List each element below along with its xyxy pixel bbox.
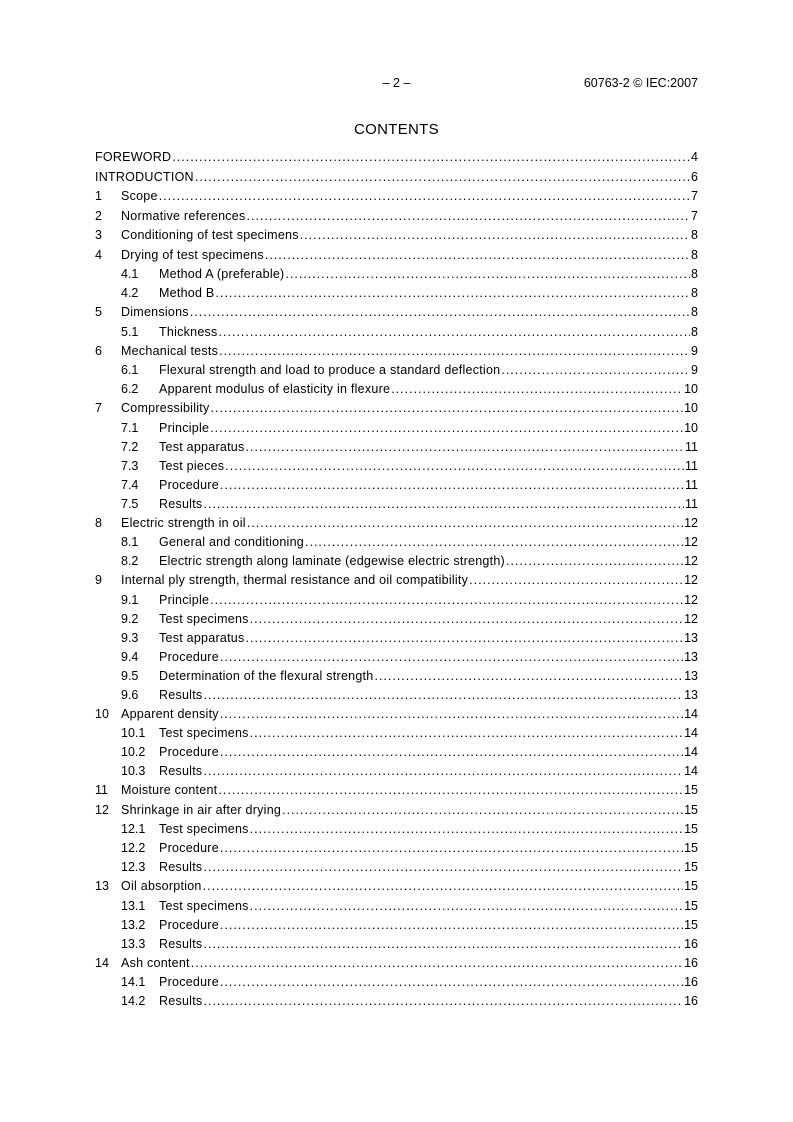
toc-entry[interactable] <box>95 745 698 764</box>
toc-entry-title: Test apparatus <box>159 630 245 645</box>
toc-entry-title: Results <box>159 936 203 951</box>
toc-entry[interactable] <box>95 363 698 382</box>
toc-entry-title: Moisture content <box>121 783 218 797</box>
toc-entry-number: 6 <box>95 343 102 358</box>
toc-entry-page: 7 <box>691 208 698 223</box>
toc-entry-page: 8 <box>691 286 698 300</box>
toc-entry[interactable] <box>95 170 698 190</box>
toc-entry[interactable] <box>95 612 698 631</box>
toc-entry-page: 13 <box>684 668 698 683</box>
toc-entry-title: Procedure <box>159 649 219 664</box>
toc-entry-title: Results <box>159 687 203 702</box>
toc-entry-number: 8.2 <box>121 554 139 568</box>
toc-dot-leader <box>159 189 690 203</box>
toc-entry-title: Ash content <box>121 955 190 970</box>
toc-entry-number: 9.1 <box>121 592 139 607</box>
toc-entry-title: Test specimens <box>159 726 249 740</box>
toc-entry[interactable] <box>95 631 698 650</box>
toc-dot-leader <box>203 879 683 893</box>
toc-dot-leader <box>469 573 683 587</box>
toc-dot-leader <box>191 956 683 970</box>
toc-dot-leader <box>195 170 690 184</box>
toc-entry[interactable] <box>95 459 698 478</box>
toc-entry-title: Oil absorption <box>121 879 202 893</box>
toc-entry-number: 9.3 <box>121 630 139 645</box>
toc-entry[interactable] <box>95 421 698 440</box>
toc-entry-title: Mechanical tests <box>121 343 219 358</box>
page-title: CONTENTS <box>354 121 439 138</box>
toc-entry-number: 12.1 <box>121 822 146 836</box>
toc-dot-leader <box>211 401 684 415</box>
toc-entry-title: Procedure <box>159 917 219 932</box>
toc-dot-leader <box>220 841 683 855</box>
toc-dot-leader <box>203 860 683 874</box>
toc-entry-title: Method B <box>159 286 215 300</box>
toc-entry-page: 12 <box>684 515 698 530</box>
toc-entry[interactable] <box>95 305 698 325</box>
toc-entry-page: 10 <box>684 401 698 415</box>
toc-dot-leader <box>391 382 683 396</box>
toc-entry-title: Test apparatus <box>159 439 245 454</box>
toc-entry-page: 8 <box>691 305 698 319</box>
toc-entry-page: 15 <box>684 860 698 874</box>
toc-entry-page: 14 <box>684 764 698 778</box>
toc-entry-title: Dimensions <box>121 305 189 319</box>
toc-entry-title: Internal ply strength, thermal resistance and oil compatibility <box>121 573 469 587</box>
toc-dot-leader <box>219 325 691 339</box>
toc-entry[interactable] <box>95 899 698 918</box>
toc-entry-number: 4.1 <box>121 267 139 281</box>
toc-entry-number: 12.2 <box>121 841 146 855</box>
toc-entry-number: 13 <box>95 879 109 893</box>
toc-entry-number: 4 <box>95 247 102 262</box>
toc-entry-page: 12 <box>684 611 698 626</box>
toc-entry-page: 14 <box>684 726 698 740</box>
toc-entry[interactable] <box>95 860 698 879</box>
toc-entry[interactable] <box>95 401 698 421</box>
toc-entry-number: 4.2 <box>121 286 139 300</box>
toc-entry-title: Procedure <box>159 745 219 759</box>
toc-entry-title: Results <box>159 496 203 511</box>
toc-dot-leader <box>250 726 683 740</box>
toc-entry-title: INTRODUCTION <box>95 169 194 184</box>
toc-dot-leader <box>210 421 683 435</box>
toc-entry[interactable] <box>95 937 698 956</box>
toc-entry-page: 12 <box>684 592 698 607</box>
toc-entry-number: 13.3 <box>121 936 146 951</box>
toc-entry[interactable] <box>95 841 698 860</box>
toc-entry-title: Results <box>159 764 203 778</box>
toc-entry-page: 12 <box>684 554 698 568</box>
toc-dot-leader <box>246 440 685 454</box>
toc-entry-number: 8.1 <box>121 535 139 549</box>
toc-dot-leader <box>247 209 691 223</box>
toc-dot-leader <box>250 612 683 626</box>
toc-entry-title: Test specimens <box>159 822 249 836</box>
toc-entry-title: Procedure <box>159 975 219 989</box>
toc-entry-number: 9.5 <box>121 668 139 683</box>
toc-entry[interactable] <box>95 228 698 248</box>
toc-entry-number: 11 <box>95 783 108 797</box>
toc-entry[interactable] <box>95 573 698 593</box>
toc-entry[interactable] <box>95 764 698 783</box>
toc-dot-leader <box>305 535 683 549</box>
toc-entry-title: Test pieces <box>159 458 225 473</box>
toc-entry[interactable] <box>95 248 698 268</box>
toc-entry-number: 2 <box>95 208 102 223</box>
toc-entry-number: 10.1 <box>121 726 146 740</box>
toc-entry-title: Test specimens <box>159 611 249 626</box>
page-number: – 2 – <box>382 76 411 90</box>
toc-dot-leader <box>216 286 691 300</box>
toc-entry-number: 6.2 <box>121 382 139 396</box>
toc-dot-leader <box>220 918 683 932</box>
toc-entry-number: 1 <box>95 189 102 203</box>
toc-entry-page: 15 <box>684 841 698 855</box>
toc-entry-title: Electric strength in oil <box>121 515 246 530</box>
toc-entry-page: 15 <box>684 802 698 817</box>
toc-entry-number: 9.6 <box>121 687 139 702</box>
toc-entry-title: Method A (preferable) <box>159 267 285 281</box>
toc-entry[interactable] <box>95 478 698 497</box>
toc-entry-page: 15 <box>684 822 698 836</box>
toc-entry-page: 11 <box>685 496 698 511</box>
toc-dot-leader <box>203 937 683 951</box>
toc-entry-title: Scope <box>121 189 158 203</box>
toc-dot-leader <box>265 248 690 262</box>
toc-dot-leader <box>220 975 683 989</box>
toc-entry-title: Thickness <box>159 324 218 339</box>
toc-dot-leader <box>282 803 683 817</box>
toc-entry-number: 9.4 <box>121 649 139 664</box>
toc-entry-title: Conditioning of test specimens <box>121 228 299 242</box>
toc-entry-page: 15 <box>684 879 698 893</box>
toc-entry-title: Shrinkage in air after drying <box>121 802 282 817</box>
toc-dot-leader <box>250 822 683 836</box>
toc-entry-number: 13.2 <box>121 917 146 932</box>
toc-entry-number: 14 <box>95 955 109 970</box>
toc-entry-number: 3 <box>95 228 102 242</box>
toc-entry-number: 7.2 <box>121 439 139 454</box>
toc-entry-title: Flexural strength and load to produce a standard deflection <box>159 363 501 377</box>
toc-dot-leader <box>250 899 683 913</box>
toc-entry[interactable] <box>95 593 698 612</box>
toc-entry-page: 10 <box>684 420 698 435</box>
toc-entry-title: Principle <box>159 420 210 435</box>
toc-entry-number: 6.1 <box>121 363 139 377</box>
toc-entry[interactable] <box>95 707 698 727</box>
toc-entry-page: 16 <box>684 975 698 989</box>
toc-entry-title: Test specimens <box>159 898 249 913</box>
toc-entry-number: 7.5 <box>121 496 139 511</box>
toc-entry-page: 13 <box>684 649 698 664</box>
toc-entry-page: 7 <box>691 189 698 203</box>
toc-dot-leader <box>501 363 690 377</box>
toc-dot-leader <box>285 267 690 281</box>
toc-dot-leader <box>220 707 683 721</box>
toc-entry-number: 14.1 <box>121 975 146 989</box>
toc-entry-page: 12 <box>684 573 698 587</box>
toc-dot-leader <box>203 688 683 702</box>
toc-entry-number: 10.3 <box>121 764 146 778</box>
toc-entry-title: Apparent density <box>121 706 219 721</box>
toc-entry-page: 13 <box>684 630 698 645</box>
toc-entry[interactable] <box>95 497 698 516</box>
toc-dot-leader <box>218 783 683 797</box>
toc-entry-page: 11 <box>685 439 698 454</box>
toc-dot-leader <box>220 745 683 759</box>
toc-entry-number: 9 <box>95 573 102 587</box>
toc-entry[interactable] <box>95 554 698 573</box>
toc-entry-page: 15 <box>684 917 698 932</box>
page-header <box>95 76 698 94</box>
toc-entry-number: 5 <box>95 305 102 319</box>
toc-entry-title: Normative references <box>121 208 246 223</box>
toc-entry-page: 8 <box>691 247 698 262</box>
toc-entry-page: 16 <box>684 994 698 1008</box>
toc-entry-page: 14 <box>684 706 698 721</box>
toc-entry[interactable] <box>95 516 698 536</box>
toc-entry-title: Compressibility <box>121 401 210 415</box>
toc-entry-title: Results <box>159 994 203 1008</box>
toc-entry-page: 8 <box>691 267 698 281</box>
toc-dot-leader <box>247 516 683 530</box>
toc-entry-page: 9 <box>691 363 698 377</box>
toc-dot-leader <box>246 631 684 645</box>
toc-entry-number: 10 <box>95 706 109 721</box>
toc-entry-title: Apparent modulus of elasticity in flexure <box>159 382 391 396</box>
toc-entry[interactable] <box>95 975 698 994</box>
toc-dot-leader <box>203 994 683 1008</box>
toc-entry[interactable] <box>95 726 698 745</box>
toc-entry[interactable] <box>95 344 698 364</box>
toc-entry[interactable] <box>95 783 698 803</box>
toc-entry[interactable] <box>95 286 698 305</box>
toc-entry-page: 9 <box>691 343 698 358</box>
toc-dot-leader <box>220 478 684 492</box>
toc-entry[interactable] <box>95 822 698 841</box>
toc-entry-page: 8 <box>691 228 698 242</box>
toc-dot-leader <box>506 554 683 568</box>
toc-entry[interactable] <box>95 688 698 707</box>
toc-entry-number: 7.1 <box>121 420 139 435</box>
toc-entry-page: 16 <box>684 955 698 970</box>
toc-entry-number: 8 <box>95 515 102 530</box>
toc-entry-page: 10 <box>684 382 698 396</box>
toc-entry[interactable] <box>95 325 698 344</box>
toc-entry-title: Principle <box>159 592 210 607</box>
toc-entry-number: 7 <box>95 401 102 415</box>
toc-dot-leader <box>225 459 684 473</box>
toc-entry-page: 14 <box>684 745 698 759</box>
toc-entry-page: 11 <box>685 477 698 492</box>
toc-entry-number: 12 <box>95 802 109 817</box>
toc-entry-page: 16 <box>684 936 698 951</box>
toc-entry[interactable] <box>95 669 698 688</box>
toc-entry-title: FOREWORD <box>95 150 172 164</box>
toc-entry-number: 10.2 <box>121 745 146 759</box>
toc-dot-leader <box>210 593 683 607</box>
toc-dot-leader <box>374 669 683 683</box>
toc-entry-number: 7.3 <box>121 458 139 473</box>
toc-entry-page: 15 <box>684 783 698 797</box>
toc-entry-number: 13.1 <box>121 898 146 913</box>
toc-dot-leader <box>172 150 690 164</box>
toc-entry[interactable] <box>95 994 698 1013</box>
toc-entry[interactable] <box>95 209 698 229</box>
table-of-contents <box>95 150 698 1013</box>
toc-entry-number: 7.4 <box>121 477 139 492</box>
toc-entry[interactable] <box>95 382 698 401</box>
toc-entry-page: 13 <box>684 687 698 702</box>
toc-entry[interactable] <box>95 879 698 899</box>
toc-entry-title: Electric strength along laminate (edgewise electric strength) <box>159 554 505 568</box>
toc-entry[interactable] <box>95 150 698 170</box>
toc-entry-title: Procedure <box>159 841 219 855</box>
toc-entry[interactable] <box>95 440 698 459</box>
toc-entry-number: 12.3 <box>121 860 146 874</box>
toc-entry[interactable] <box>95 650 698 669</box>
toc-entry-title: General and conditioning <box>159 535 304 549</box>
toc-dot-leader <box>203 764 683 778</box>
toc-entry-page: 8 <box>691 324 698 339</box>
toc-entry-page: 11 <box>685 458 698 473</box>
toc-entry-title: Results <box>159 860 203 874</box>
toc-entry[interactable] <box>95 956 698 976</box>
toc-entry-page: 4 <box>691 150 698 164</box>
toc-entry-number: 14.2 <box>121 994 146 1008</box>
toc-entry-page: 15 <box>684 898 698 913</box>
toc-entry-title: Determination of the flexural strength <box>159 668 374 683</box>
toc-dot-leader <box>220 650 683 664</box>
toc-entry-page: 12 <box>684 535 698 549</box>
toc-dot-leader <box>219 344 690 358</box>
toc-entry[interactable] <box>95 803 698 823</box>
toc-entry-number: 5.1 <box>121 324 139 339</box>
toc-entry[interactable] <box>95 918 698 937</box>
toc-entry[interactable] <box>95 267 698 286</box>
toc-dot-leader <box>190 305 690 319</box>
toc-entry[interactable] <box>95 189 698 209</box>
toc-entry-page: 6 <box>691 169 698 184</box>
toc-entry[interactable] <box>95 535 698 554</box>
toc-entry-title: Drying of test specimens <box>121 247 264 262</box>
toc-dot-leader <box>203 497 684 511</box>
standard-reference: 60763-2 © IEC:2007 <box>583 76 698 90</box>
toc-dot-leader <box>300 228 690 242</box>
toc-entry-title: Procedure <box>159 477 219 492</box>
toc-entry-number: 9.2 <box>121 611 139 626</box>
